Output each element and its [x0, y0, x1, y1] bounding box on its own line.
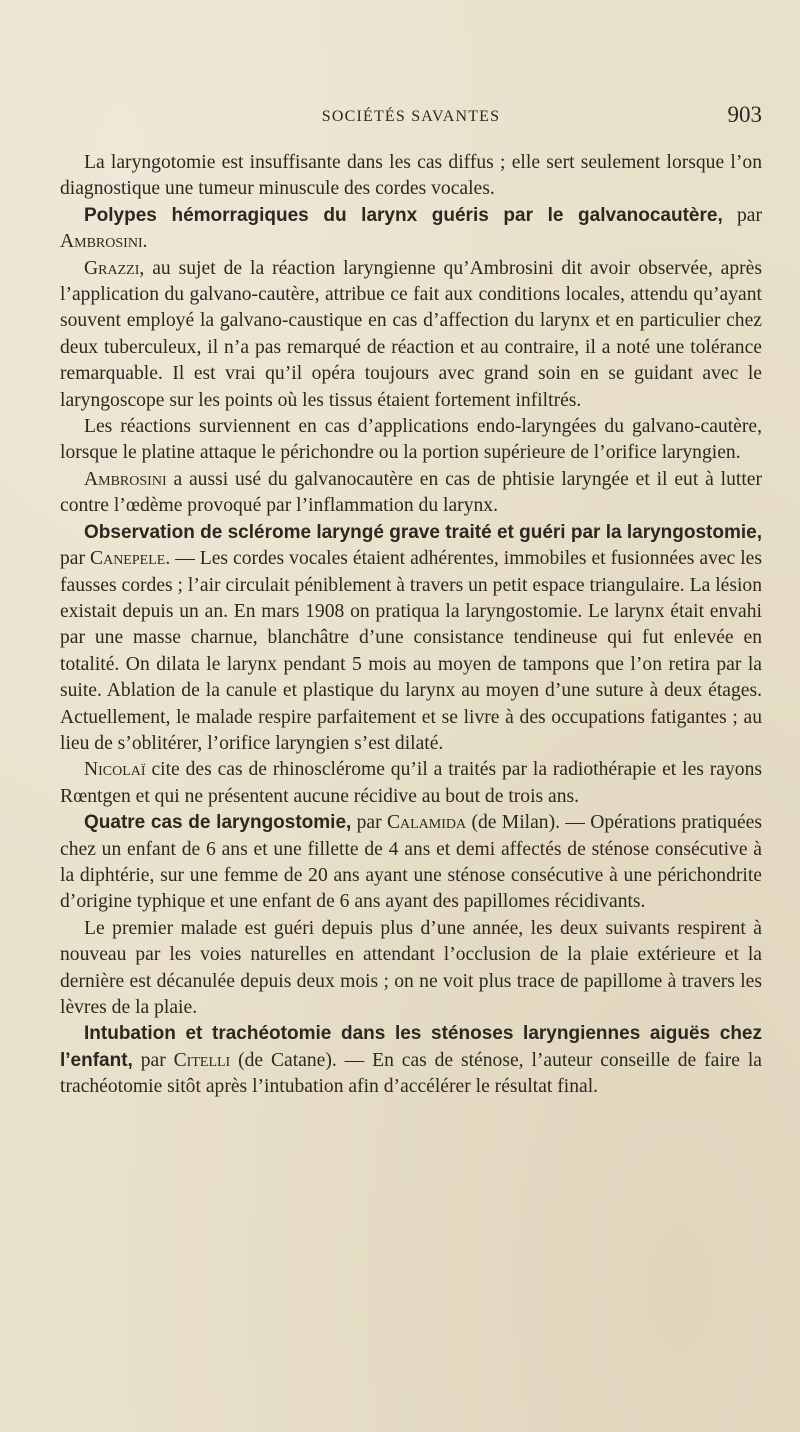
paragraph — [60, 150, 762, 203]
paragraph — [60, 467, 762, 520]
paragraph — [60, 256, 762, 414]
body-text — [60, 150, 762, 1101]
paragraph-text: (de Catane). — En cas de sténose, l’auteur conseille de faire la trachéotomie sitôt après l’intubation afin d’accélérer le résultat final. — [60, 1049, 762, 1098]
paragraph-text: La laryngotomie est insuffisante dans les cas diffus ; elle sert seulement lorsque l’on diagnostique une tumeur minuscule des cordes vocales. — [60, 152, 762, 200]
author-name: Grazzi — [84, 257, 140, 279]
section-heading-paragraph — [60, 1021, 762, 1100]
byline-text: par — [60, 548, 91, 570]
section-heading: Polypes hémorragiques du larynx guéris par le galvanocautère, — [84, 204, 723, 226]
byline-text: par — [351, 812, 387, 834]
paragraph-text: Les réactions surviennent en cas d’applications endo-laryngées du galvano-cautère, lorsque le platine attaque le périchondre ou la portion supérieure de l’orifice laryngien. — [60, 416, 762, 464]
page-content — [60, 100, 762, 1101]
author-name: Canepele — [90, 548, 166, 570]
section-heading-paragraph — [60, 520, 762, 758]
paragraph-text: Le premier malade est guéri depuis plus d’une année, les deux suivants respirent à nouveau par les voies naturelles en attendant l’occlusion de la plaie extérieure et la dernière est décanulée depuis deux mois ; on ne voit plus trace de papillome à travers les lèvres de la plaie. — [60, 917, 762, 1018]
paragraph — [60, 757, 762, 810]
paragraph-text: cite des cas de rhinosclérome qu’il a traités par la radiothérapie et les rayons Rœntgen et qui ne présentent aucune récidive au bout de trois ans. — [60, 759, 762, 807]
section-heading-paragraph — [60, 203, 762, 256]
paragraph — [60, 414, 762, 467]
paragraph — [60, 916, 762, 1022]
section-heading-paragraph — [60, 810, 762, 916]
page-number: 903 — [727, 102, 762, 127]
author-name: Citelli — [173, 1049, 231, 1071]
section-heading: Intubation et trachéotomie dans les sténoses laryngiennes aiguës chez l’enfant, — [60, 1023, 762, 1071]
byline-text: par — [722, 204, 762, 226]
paragraph-text: , au sujet de la réaction laryngienne qu’Ambrosini dit avoir observée, après l’application du galvano-cautère, attribue ce fait aux conditions locales, attendu qu’ayant souvent employé la galvano-caustique en cas d’affection du larynx et en particulier chez deux tuberculeux, il n’a pas remarqué de réaction et au contraire, il a noté une tolérance remarquable. Il est vrai qu’il opéra toujours avec grand soin en se guidant avec le laryngoscope sur les points où les tissus étaient fortement infiltrés. — [60, 257, 762, 411]
section-heading: Quatre cas de laryngostomie, — [84, 812, 352, 834]
author-name: Ambrosini — [84, 468, 167, 490]
author-name: Ambrosini — [60, 231, 143, 253]
author-name: Nicolaï — [84, 759, 146, 781]
paragraph-text: . — Les cordes vocales étaient adhérentes, immobiles et fusionnées avec les fausses cordes ; l’air circulait péniblement à travers un petit espace triangulaire. La lésion existait depuis un an. En mars 1908 on pratiqua la laryngostomie. Le larynx était envahi par une masse charnue, blanchâtre d’une consistance tendineuse qui fut enlevée en totalité. On dilata le larynx pendant 5 mois au moyen de tampons que l’on retira par la suite. Ablation de la canule et plastique du larynx au moyen d’une suture à deux étages. Actuellement, le malade respire parfaitement et se livre à des occupations fatigantes ; au lieu de s’oblitérer, l’orifice laryngien s’est dilaté. — [60, 548, 763, 754]
author-name: Calamida — [386, 812, 467, 834]
paragraph-text: . — [142, 231, 148, 253]
running-head — [60, 100, 762, 136]
paragraph-text: (de Milan). — Opérations pratiquées chez un enfant de 6 ans et une fillette de 4 ans et demi affectés de sténose consécutive à la diphtérie, sur une femme de 20 ans ayant une sténose consécutive à une périchondrite d’origine typhique et une enfant de 6 ans ayant des papillomes récidivants. — [60, 812, 762, 913]
paragraph-text: a aussi usé du galvanocautère en cas de phtisie laryngée et il eut à lutter contre l’œdème provoqué par l’inflammation du larynx. — [60, 468, 762, 517]
running-head-title: SOCIÉTÉS SAVANTES — [321, 108, 501, 125]
section-heading: Observation de sclérome laryngé grave traité et guéri par la laryngostomie, — [84, 521, 762, 543]
byline-text: par — [132, 1049, 174, 1071]
